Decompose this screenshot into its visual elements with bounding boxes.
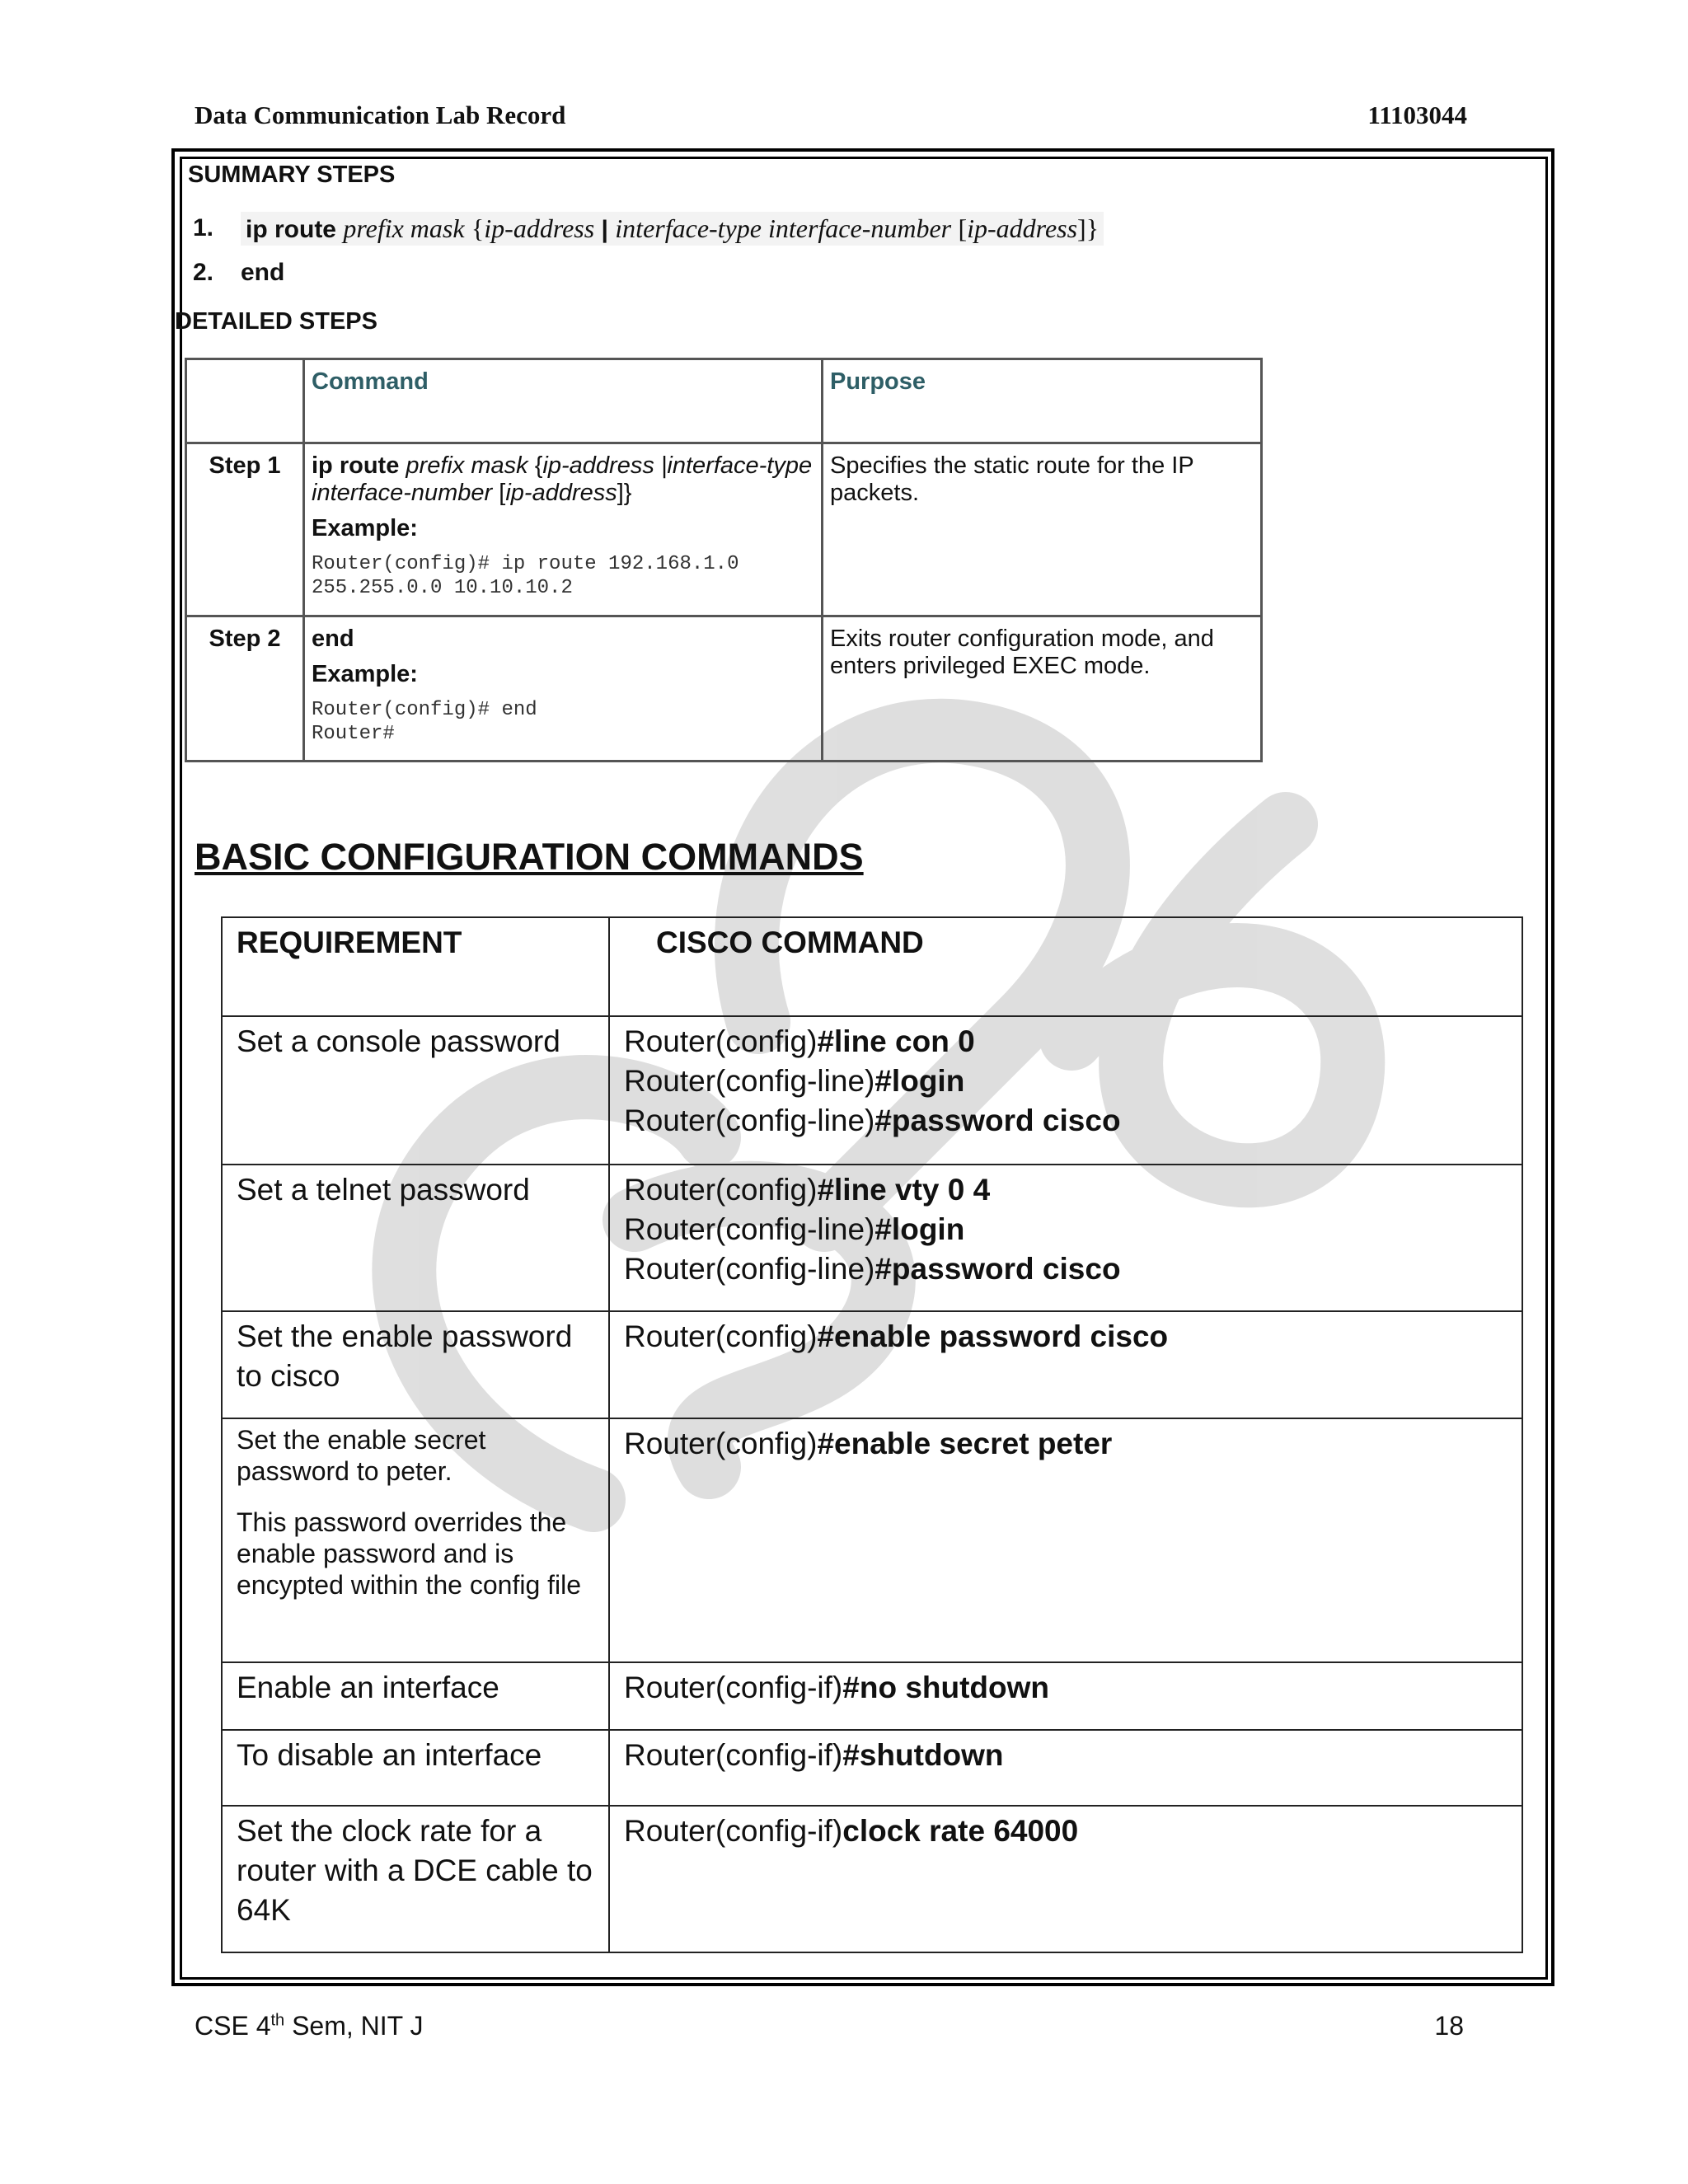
command-line	[624, 1022, 1507, 1062]
summary-step-number: 2.	[193, 259, 214, 286]
cmd-separator: |	[601, 215, 608, 243]
table-row	[222, 1806, 1522, 1952]
example-label: Example:	[312, 661, 418, 687]
step-command-cell	[304, 443, 823, 616]
command-line	[624, 1249, 1507, 1289]
command-text: #password cisco	[874, 1252, 1121, 1286]
table-header-cell-empty	[186, 359, 304, 443]
command-prompt: Router(config)	[624, 1319, 818, 1353]
step-command	[312, 626, 814, 653]
command-cell	[609, 1418, 1522, 1662]
summary-step-2	[193, 251, 1104, 295]
command-cell	[609, 1730, 1522, 1806]
table-header-requirement: REQUIREMENT	[222, 917, 609, 1016]
command-text: #password cisco	[874, 1104, 1121, 1137]
cmd-brace: ]}	[1077, 213, 1100, 243]
command-prompt: Router(config-line)	[624, 1104, 875, 1137]
cmd-brace: {	[471, 213, 485, 243]
basic-config-table	[221, 916, 1523, 1953]
table-row	[222, 1662, 1522, 1730]
footer-course	[195, 2011, 424, 2041]
command-cell	[609, 1016, 1522, 1165]
requirement-cell: Set the clock rate for a router with a DCE cable to 64K	[222, 1806, 609, 1952]
example-code-line: Router#	[312, 723, 395, 745]
requirement-cell	[222, 1418, 609, 1662]
command-cell	[609, 1662, 1522, 1730]
cmd-param: prefix mask	[343, 213, 465, 243]
cmd-keyword: ip route	[312, 452, 400, 479]
command-text: #no shutdown	[842, 1671, 1050, 1704]
cmd-param: ip-address	[484, 213, 595, 243]
summary-steps-list	[193, 206, 1104, 295]
cmd-keyword: end	[312, 626, 354, 652]
command-line	[624, 1210, 1507, 1249]
header-title: Data Communication Lab Record	[195, 101, 566, 129]
requirement-cell: Set a telnet password	[222, 1165, 609, 1311]
example-code-line: Router(config)# end	[312, 699, 537, 721]
cmd-brace: {	[528, 452, 543, 479]
requirement-cell: To disable an interface	[222, 1730, 609, 1806]
step-purpose: Exits router configuration mode, and enters privileged EXEC mode.	[823, 616, 1262, 762]
table-row	[222, 1418, 1522, 1662]
table-header-command: Command	[304, 359, 823, 443]
table-row	[222, 1311, 1522, 1418]
command-text: #shutdown	[842, 1738, 1004, 1772]
step-label: Step 2	[186, 616, 304, 762]
command-prompt: Router(config)	[624, 1024, 818, 1058]
command-line	[624, 1062, 1507, 1101]
step-label: Step 1	[186, 443, 304, 616]
detailed-steps-title: DETAILED STEPS	[175, 308, 377, 335]
command-cell	[609, 1311, 1522, 1418]
table-row	[222, 1730, 1522, 1806]
cmd-param: prefix mask	[406, 452, 528, 479]
detailed-steps-table	[185, 358, 1263, 762]
command-prompt: Router(config-if)	[624, 1738, 843, 1772]
command-text: #line vty 0 4	[817, 1173, 991, 1207]
summary-steps-title: SUMMARY STEPS	[188, 162, 396, 188]
step-command-cell	[304, 616, 823, 762]
cmd-brace: ]}	[617, 480, 632, 506]
command-prompt: Router(config-if)	[624, 1814, 843, 1848]
basic-config-title: BASIC CONFIGURATION COMMANDS	[195, 836, 864, 878]
command-cell	[609, 1806, 1522, 1952]
summary-step-command	[241, 212, 1104, 246]
cmd-param: ip-address	[505, 480, 617, 506]
command-text: #enable password cisco	[817, 1319, 1169, 1353]
footer-course-text: Sem, NIT J	[284, 2011, 424, 2041]
cmd-param: interface-type interface-number	[615, 213, 952, 243]
cmd-brace: [	[492, 480, 506, 506]
table-header-cisco-command: CISCO COMMAND	[609, 917, 1522, 1016]
summary-step-command: end	[241, 259, 285, 286]
requirement-cell: Set a console password	[222, 1016, 609, 1165]
command-text: #login	[874, 1064, 965, 1098]
command-line	[624, 1736, 1507, 1775]
command-text: #enable secret peter	[817, 1427, 1113, 1460]
requirement-cell: Enable an interface	[222, 1662, 609, 1730]
command-line	[624, 1317, 1507, 1357]
table-row	[186, 616, 1262, 762]
command-prompt: Router(config-line)	[624, 1064, 875, 1098]
command-prompt: Router(config-line)	[624, 1212, 875, 1246]
table-row	[222, 1016, 1522, 1165]
cmd-param: ip-address |interface-type interface-number	[312, 452, 813, 506]
table-header-purpose: Purpose	[823, 359, 1262, 443]
command-text: clock rate 64000	[842, 1814, 1079, 1848]
requirement-note: This password overrides the enable password and is encypted within the config file	[237, 1507, 582, 1600]
command-prompt: Router(config)	[624, 1173, 818, 1207]
table-row	[186, 443, 1262, 616]
requirement-cell: Set the enable password to cisco	[222, 1311, 609, 1418]
example-code-line: 255.255.0.0 10.10.10.2	[312, 577, 573, 599]
command-line	[624, 1668, 1507, 1708]
cmd-param: ip-address	[967, 213, 1078, 243]
summary-step-1	[193, 206, 1104, 251]
step-command	[312, 452, 814, 507]
cmd-brace: [	[958, 213, 968, 243]
header-roll-number: 11103044	[1367, 101, 1467, 129]
command-line	[624, 1170, 1507, 1210]
command-text: #login	[874, 1212, 965, 1246]
command-prompt: Router(config)	[624, 1427, 818, 1460]
requirement-text: Set the enable secret password to peter.	[237, 1425, 486, 1486]
command-text: #line con 0	[817, 1024, 975, 1058]
command-cell	[609, 1165, 1522, 1311]
command-line	[624, 1424, 1507, 1464]
command-prompt: Router(config-if)	[624, 1671, 843, 1704]
table-header-row	[186, 359, 1262, 443]
table-row	[222, 1165, 1522, 1311]
example-code-line: Router(config)# ip route 192.168.1.0	[312, 553, 739, 575]
footer-course-sup: th	[270, 2011, 285, 2030]
step-purpose: Specifies the static route for the IP packets.	[823, 443, 1262, 616]
summary-step-number: 1.	[193, 214, 214, 241]
table-header-row	[222, 917, 1522, 1016]
example-label: Example:	[312, 515, 418, 541]
command-line	[624, 1101, 1507, 1141]
command-prompt: Router(config-line)	[624, 1252, 875, 1286]
command-line	[624, 1811, 1507, 1851]
page-number: 18	[1434, 2011, 1464, 2041]
footer-course-text: CSE 4	[195, 2011, 271, 2041]
cmd-keyword: ip route	[246, 215, 336, 243]
